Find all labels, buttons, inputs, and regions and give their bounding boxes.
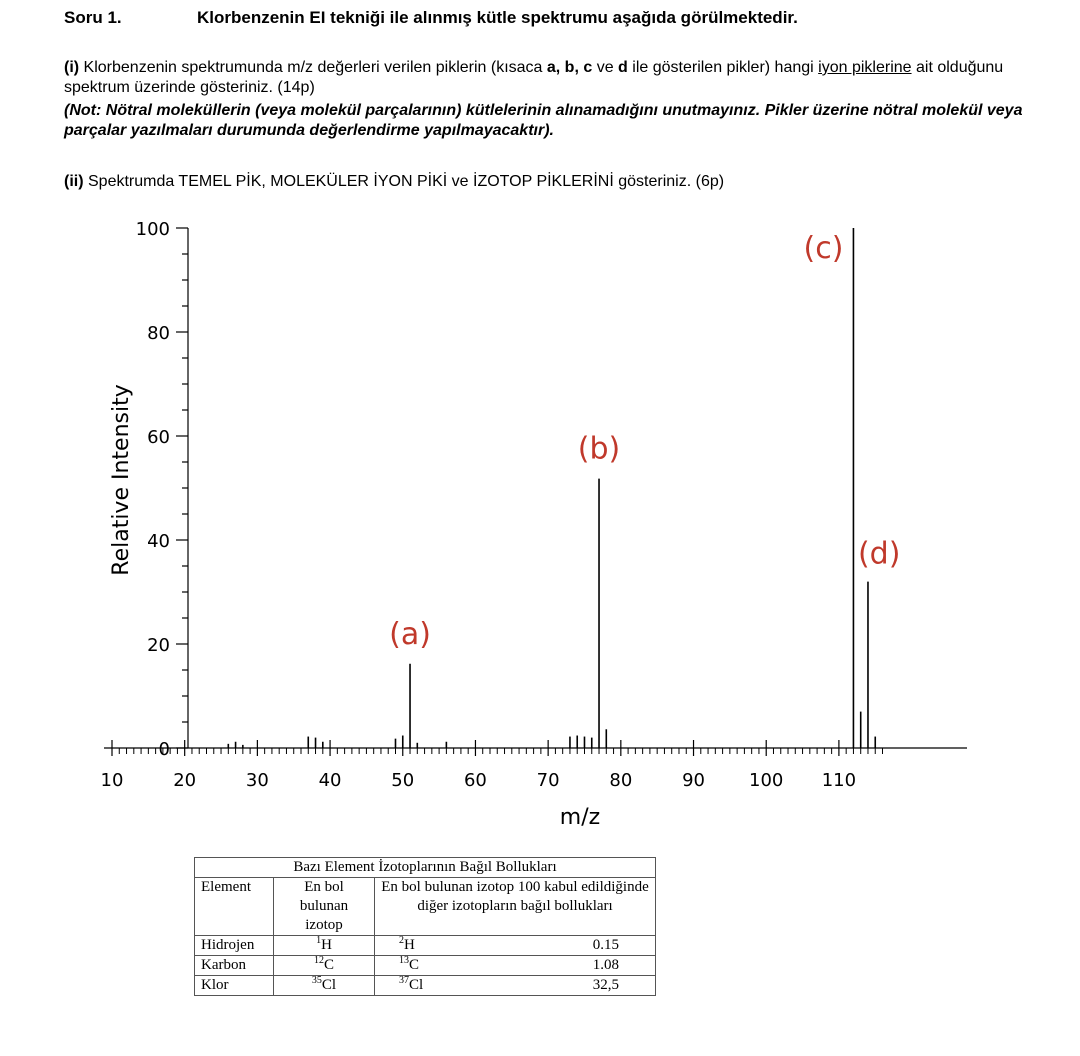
x-tick-label: 90 bbox=[682, 770, 705, 791]
y-tick-label: 60 bbox=[147, 427, 170, 448]
other-isotope-cell: $^{13}$C 1.08 bbox=[375, 956, 656, 976]
y-tick-label: 40 bbox=[147, 531, 170, 552]
part-ii-paragraph bbox=[64, 172, 1024, 192]
abundance-value: 1.08 bbox=[592, 957, 619, 973]
other-isotope-cell: $^{37}$Cl 32,5 bbox=[375, 976, 656, 996]
part-i-letter-d: d bbox=[618, 59, 628, 76]
part-i-text: ile gösterilen pikler) hangi bbox=[627, 59, 819, 76]
table-row bbox=[195, 936, 656, 956]
chart-peaks bbox=[228, 228, 875, 748]
x-tick-label: 10 bbox=[100, 770, 124, 791]
table-row bbox=[195, 956, 656, 976]
question-heading bbox=[64, 8, 798, 28]
question-title: Klorbenzenin EI tekniği ile alınmış kütle spektrumu aşağıda görülmektedir. bbox=[197, 8, 798, 27]
x-tick-label: 60 bbox=[463, 770, 487, 791]
main-isotope-cell: $^{35}$Cl bbox=[274, 976, 375, 996]
main-isotope-cell: $^1$H bbox=[274, 936, 375, 956]
part-i-text: ve bbox=[592, 59, 619, 76]
x-axis-label: m/z bbox=[559, 805, 601, 830]
x-tick-label: 100 bbox=[749, 770, 784, 791]
x-tick-label: 20 bbox=[173, 770, 197, 791]
element-cell: Hidrojen bbox=[195, 936, 274, 956]
other-isotope-cell: $^2$H 0.15 bbox=[375, 936, 656, 956]
header-most-abundant: En bol bulunan izotop bbox=[274, 878, 375, 936]
table-caption: Bazı Element İzotoplarının Bağıl Bollukları bbox=[195, 858, 656, 878]
part-i-underlined: iyon piklerine bbox=[818, 59, 912, 76]
abundance-value: 0.15 bbox=[592, 937, 619, 953]
abundance-value: 32,5 bbox=[592, 977, 619, 993]
part-ii-text: Spektrumda TEMEL PİK, MOLEKÜLER İYON PİKİ ve İZOTOP PİKLERİNİ gösteriniz. (6p) bbox=[83, 173, 725, 190]
header-element: Element bbox=[195, 878, 274, 936]
x-tick-label: 40 bbox=[318, 770, 342, 791]
peak-annotation: (a) bbox=[389, 616, 431, 652]
note-paragraph bbox=[64, 101, 1024, 141]
part-i-text: ait olduğunu spektrum üzerinde gösteriniz. (14p) bbox=[64, 59, 1004, 96]
x-tick-label: 80 bbox=[609, 770, 633, 791]
element-cell: Karbon bbox=[195, 956, 274, 976]
mass-spectrum-chart bbox=[100, 210, 980, 840]
part-i-text: Klorbenzenin spektrumunda m/z değerleri verilen piklerin (kısaca bbox=[79, 59, 547, 76]
question-number: Soru 1. bbox=[64, 8, 122, 27]
peak-annotation: (b) bbox=[577, 431, 621, 467]
isotope-table bbox=[194, 857, 656, 996]
x-tick-label: 50 bbox=[391, 770, 415, 791]
y-tick-label: 80 bbox=[147, 323, 170, 344]
x-tick-label: 30 bbox=[245, 770, 269, 791]
y-tick-label: 20 bbox=[147, 635, 170, 656]
x-tick-label: 70 bbox=[536, 770, 560, 791]
peak-annotation: (d) bbox=[857, 536, 901, 572]
note-text: : Nötral moleküllerin (veya molekül parçalarının) kütlelerinin alınamadığını unutmayınız. Pikler üzerine nötral molekül veya parçalar yazılmaları durumunda değerlendirme yapılmayacaktır). bbox=[64, 102, 1023, 139]
y-tick-label: 0 bbox=[158, 739, 170, 760]
chart-axes bbox=[101, 219, 967, 791]
element-cell: Klor bbox=[195, 976, 274, 996]
header-relative: En bol bulunan izotop 100 kabul edildiğinde diğer izotopların bağıl bollukları bbox=[375, 878, 656, 936]
main-isotope-cell: $^{12}$C bbox=[274, 956, 375, 976]
y-axis-label: Relative Intensity bbox=[109, 384, 134, 576]
x-tick-label: 110 bbox=[821, 770, 857, 791]
y-tick-label: 100 bbox=[135, 219, 170, 240]
peak-annotation: (c) bbox=[803, 231, 844, 266]
part-ii-label: (ii) bbox=[64, 173, 84, 190]
part-i-label: (i) bbox=[64, 59, 80, 76]
table-row bbox=[195, 976, 656, 996]
part-i-letters: a, b, c bbox=[546, 59, 593, 76]
part-i-paragraph bbox=[64, 58, 1024, 98]
chart-annotations bbox=[389, 231, 900, 652]
table-body bbox=[195, 936, 656, 996]
note-label: (Not bbox=[64, 102, 96, 119]
